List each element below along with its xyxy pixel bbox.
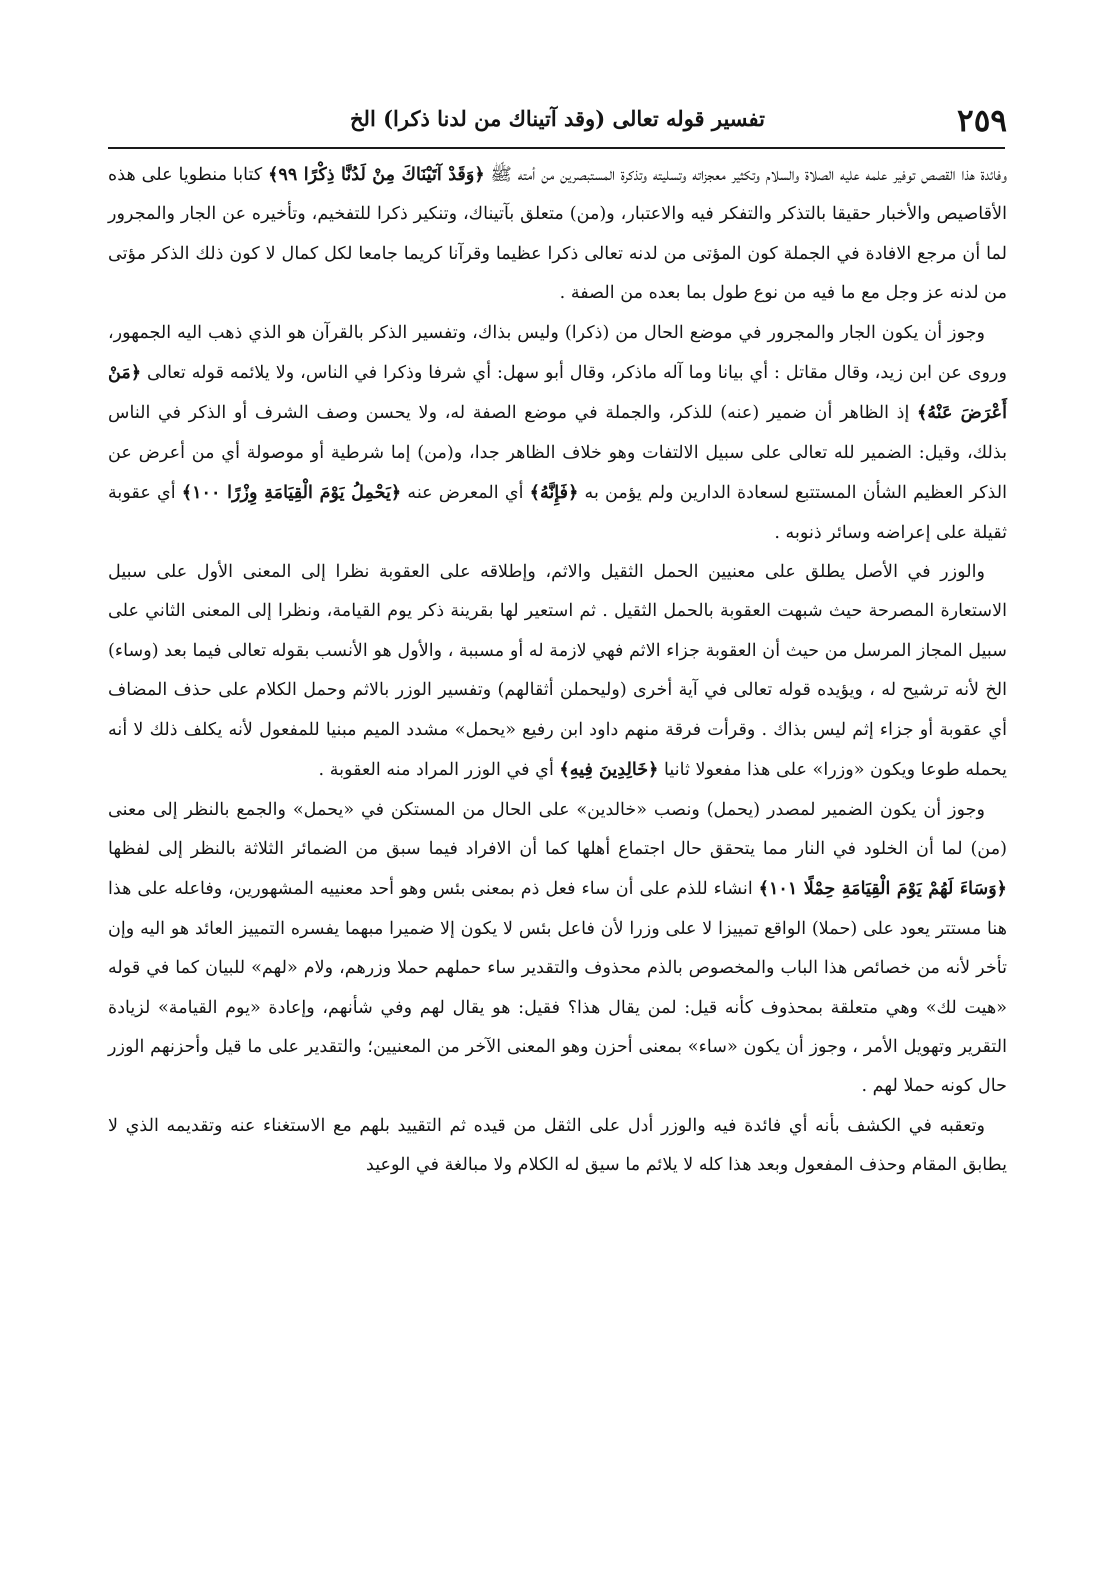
paragraph-text: وجوز أن يكون الضمير لمصدر (يحمل) ونصب «خالدين» على الحال من المستكن في «يحمل» والجمع بالنظر إلى معنى (من) لما أن الخلود في النار مما يتحقق حال اجتماع أهلها كما أن الافراد فيما سبق من الضمائر الثلاثة بالنظر إلى لفظها	[108, 799, 1007, 859]
paragraph-text: أي في الوزر المراد منه العقوبة .	[318, 760, 560, 781]
paragraph-text: وجوز أن يكون الجار والمجرور في موضع الحال من (ذكرا) وليس بذاك، وتفسير الذكر بالقرآن هو الذي ذهب اليه الجمهور، وروى عن ابن زيد، وقال مقاتل : أي بيانا وما آله ماذكر، وقال أبو سهل: أي شرفا وذكرا في الناس، ولا يلائمه قوله تعالى	[108, 322, 1007, 384]
paragraph	[108, 155, 1007, 314]
paragraph-text: كتابا منطويا على هذه الأقاصيص والأخبار حقيقا بالتذكر والتفكر فيه والاعتبار، و(من) متعلق بآتيناك، وتنكير ذكرا للتفخيم، وتأخيره عن الجار والمجرور لما أن مرجع الافادة في الجملة كون المؤتى من لدنه تعالى ذكرا عظيما وقرآنا كريما جامعا لكل كمال لا كون ذلك الذكر مؤتى من لدنه عز وجل مع ما فيه من نوع طول بما بعده من الصفة .	[108, 165, 1007, 304]
header-title: تفسير قوله تعالى (وقد آتيناك من لدنا ذكرا) الخ	[349, 105, 766, 131]
running-header	[108, 95, 1007, 141]
paragraph	[108, 314, 1007, 553]
quran-verse: ﴿مَنْ أَعْرَضَ عَنْهُ﴾	[108, 362, 1007, 424]
quran-verse: ﴿خَالِدِينَ فِيهِ﴾	[559, 759, 659, 781]
quran-verse: ﴿وَقَدْ آتَيْنَاكَ مِنْ لَدُنَّا ذِكْرًا ٩٩﴾	[268, 164, 485, 185]
paragraph-text: وتعقبه في الكشف بأنه أي فائدة فيه والوزر أدل على الثقل من قيده ثم التقييد بلهم مع الاستغناء عنه وتقديمه الذي لا يطابق المقام وحذف المفعول وبعد هذا كله لا يلائم ما سيق له الكلام ولا مبالغة في الوعيد	[108, 1115, 1007, 1176]
quran-verse: ﴿وَسَاءَ لَهُمْ يَوْمَ الْقِيَامَةِ حِمْلًا ١٠١﴾	[758, 878, 1007, 900]
paragraph-text: وفائدة هذا القصص توفير علمه عليه الصلاة والسلام وتكثير معجزاته وتسليته وتذكرة المستبصرين من أمته ﷺ	[484, 165, 1007, 185]
paragraph-text: أي عقوبة ثقيلة على إعراضه وسائر ذنوبه .	[108, 483, 1007, 543]
paragraph	[108, 791, 1007, 1107]
paragraph-text: انشاء للذم على أن ساء فعل ذم بمعنى بئس وهو أحد معنييه المشهورين، وفاعله على هذا هنا مستتر يعود على (حملا) الواقع تمييزا لا على وزرا لأن فاعل بئس لا يكون إلا ضميرا مبهما يفسره التمييز العائد هو اليه وإن تأخر لأنه من خصائص هذا الباب والمخصوص بالذم محذوف والتقدير ساء حملهم حملا وزرهم، ولام «لهم» للبيان كما في قوله «هيت لك» وهي متعلقة بمحذوف كأنه قيل: لمن يقال هذا؟ فقيل: هو يقال لهم وفي شأنهم، وإعادة «يوم القيامة» لزيادة التقرير وتهويل الأمر ، وجوز أن يكون «ساء» بمعنى أحزن وهو المعنى الآخر من المعنيين؛ والتقدير على ما قيل وأحزنهم الوزر حال كونه حملا لهم .	[108, 879, 1007, 1097]
paragraph	[108, 1107, 1007, 1186]
page-number: ٢٥٩	[957, 103, 1007, 139]
paragraph	[108, 553, 1007, 790]
paragraph-text: إذ الظاهر أن ضمير (عنه) للذكر، والجملة في موضع الصفة له، ولا يحسن وصف الشرف أو الذكر في الناس بذلك، وقيل: الضمير لله تعالى على سبيل الالتفات وهو خلاف الظاهر جدا، و(من) إما شرطية أو موصولة أي من أعرض عن الذكر العظيم الشأن المستتبع لسعادة الدارين ولم يؤمن به	[108, 403, 1007, 504]
commentary-text	[108, 155, 1007, 1186]
header-divider	[108, 147, 1005, 149]
quran-verse: ﴿يَحْمِلُ يَوْمَ الْقِيَامَةِ وِزْرًا ١٠٠﴾	[181, 482, 402, 504]
paragraph-text: أي المعرض عنه	[401, 483, 530, 504]
paragraph-text: والوزر في الأصل يطلق على معنيين الحمل الثقيل والاثم، وإطلاقه على العقوبة نظرا إلى المعنى الأول على سبيل الاستعارة المصرحة حيث شبهت العقوبة بالحمل الثقيل . ثم استعير لها بقرينة ذكر يوم القيامة، ونظرا إلى المعنى الثاني على سبيل المجاز المرسل من حيث أن العقوبة جزاء الاثم فهي لازمة له أو مسببة ، والأول هو الأنسب بقوله تعالى فيما بعد (وساء) الخ لأنه ترشيح له ، ويؤيده قوله تعالى في آية أخرى (وليحملن أثقالهم) وتفسير الوزر بالاثم وحمل الكلام على حذف المضاف أي عقوبة أو جزاء إثم ليس بذاك . وقرأت فرقة منهم داود ابن رفيع «يحمل» مشدد الميم مبنيا للمفعول لأنه يكلف ذلك لا أنه يحمله طوعا ويكون «وزرا» على هذا مفعولا ثانيا	[108, 562, 1007, 781]
quran-verse: ﴿فَإِنَّهُ﴾	[529, 482, 579, 504]
